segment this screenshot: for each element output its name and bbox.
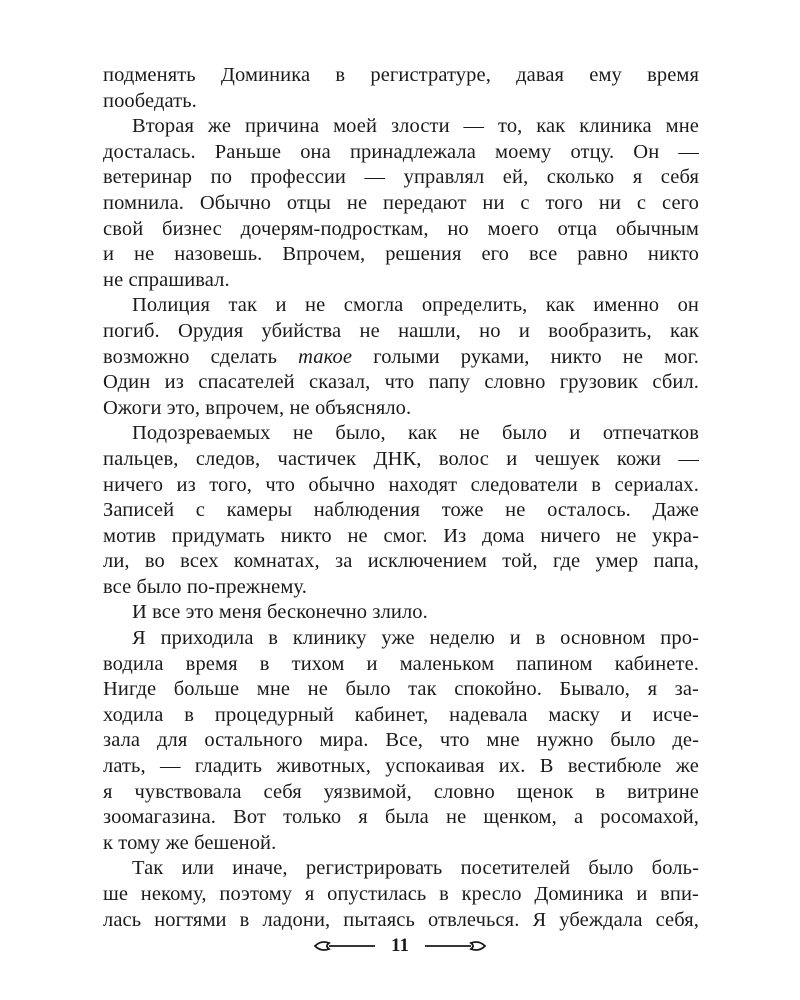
- text-line: ничего из того, что обычно находят следователи в сериалах.: [103, 473, 699, 496]
- page-footer: [0, 934, 800, 958]
- text-line: я чувствовала себя уязвимой, словно щенок в витрине: [103, 780, 699, 803]
- text-line: досталась. Раньше она принадлежала моему отцу. Он —: [103, 140, 699, 163]
- text-line: зоомагазина. Вот только я была не щенком, а росомахой,: [103, 806, 699, 829]
- text-line: ше некому, поэтому я опустилась в кресло Доминика и впи-: [103, 883, 699, 905]
- text-line: Так или иначе, регистрировать посетителей было боль-: [132, 857, 699, 880]
- text-line: лась ногтями в ладони, пытаясь отвлечься. Я убеждала себя,: [103, 908, 699, 931]
- text-line: Вторая же причина моей злости — то, как клиника мне: [132, 115, 699, 138]
- text-line: И все это меня бесконечно злило.: [132, 601, 428, 624]
- text-line: не спрашивал.: [103, 268, 230, 291]
- text-line: Подозреваемых не было, как не было и отпечатков: [132, 422, 699, 445]
- text-line: свой бизнес дочерям-подросткам, но моего отца обычным: [103, 217, 699, 240]
- page-number: 11: [391, 935, 409, 956]
- text-line: пообедать.: [103, 89, 197, 112]
- text-line: Записей с камеры наблюдения тоже не осталось. Даже: [103, 499, 699, 522]
- text-line: помнила. Обычно отцы не передают ни с того ни с сего: [103, 191, 699, 214]
- leaf-ornament-right-icon: [423, 939, 487, 953]
- text-line: все было по-прежнему.: [103, 575, 307, 598]
- text-line: ветеринар по профессии — управлял ей, сколько я себя: [103, 166, 699, 189]
- text-line: зала для остального мира. Все, что мне нужно было де-: [103, 729, 699, 752]
- text-line: водила время в тихом и маленьком папином кабинете.: [103, 652, 699, 675]
- text-line: лать, — гладить животных, успокаивая их. В вестибюле же: [103, 755, 699, 778]
- text-line: мотив придумать никто не смог. Из дома ничего не укра-: [103, 524, 699, 547]
- text-line: ходила в процедурный кабинет, надевала маску и исче-: [103, 703, 699, 726]
- body-text: [103, 63, 699, 933]
- text-line: подменять Доминика в регистратуре, давая ему время: [103, 64, 699, 86]
- emphasized-word: такое: [298, 345, 353, 368]
- text-line: возможно сделать такое голыми руками, никто не мог.: [103, 345, 699, 368]
- text-line: пальцев, следов, частичек ДНК, волос и чешуек кожи —: [103, 447, 699, 470]
- text-line: ли, во всех комнатах, за исключением той, где умер папа,: [103, 550, 699, 573]
- text-line: Полиция так и не смогла определить, как именно он: [132, 294, 699, 317]
- text-line: Один из спасателей сказал, что папу словно грузовик сбил.: [103, 371, 699, 394]
- text-line: Я приходила в клинику уже неделю и в основном про-: [132, 627, 699, 650]
- leaf-ornament-left-icon: [313, 939, 377, 953]
- text-line: к тому же бешеной.: [103, 831, 277, 854]
- text-line: и не назовешь. Впрочем, решения его все равно никто: [103, 243, 699, 266]
- text-line: погиб. Орудия убийства не нашли, но и вообразить, как: [103, 319, 699, 342]
- text-line: Нигде больше мне не было так спокойно. Бывало, я за-: [103, 678, 699, 701]
- text-line: Ожоги это, впрочем, не объясняло.: [103, 396, 412, 419]
